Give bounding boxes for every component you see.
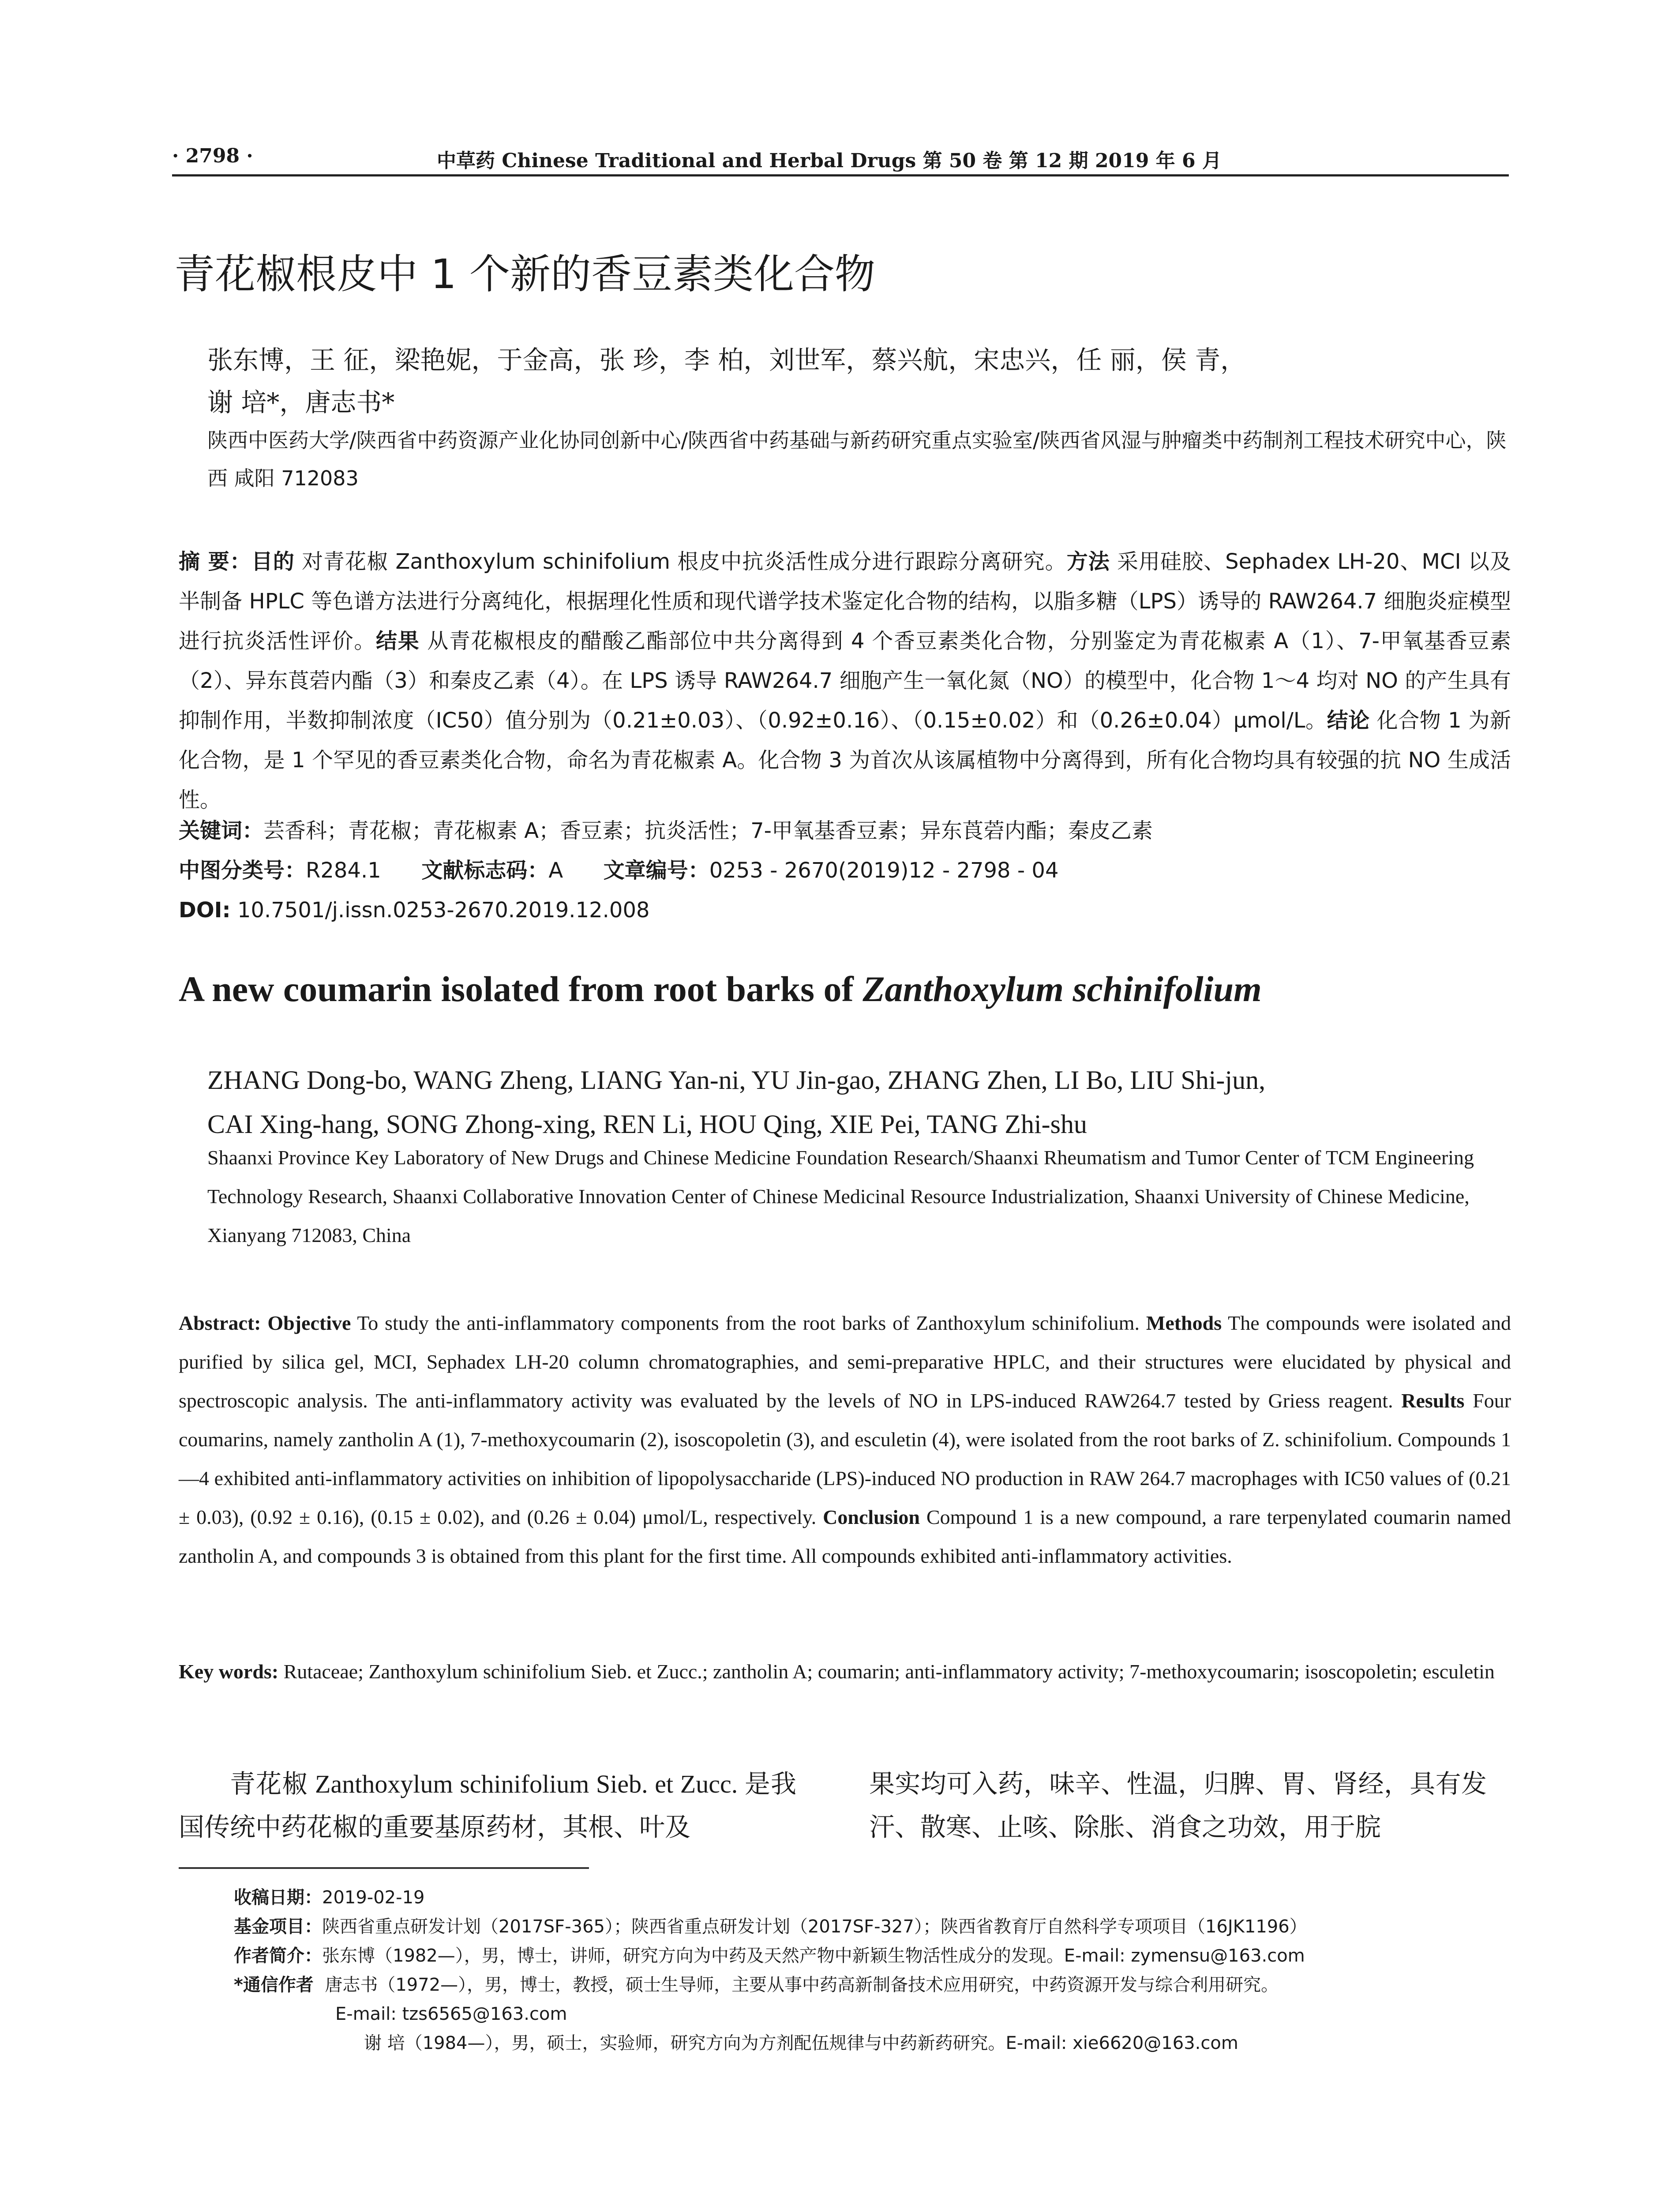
clc-label: 中图分类号： [179,858,306,883]
received-label: 收稿日期： [234,1887,322,1908]
article-no-label: 文章编号： [603,858,709,883]
en-title-species: Zanthoxylum schinifolium [862,969,1262,1009]
doi-line [179,890,1511,930]
footnote-fund [234,1912,1513,1941]
en-methods-label: Methods [1146,1312,1222,1334]
cn-keywords-text: 芸香科；青花椒；青花椒素 A；香豆素；抗炎活性；7-甲氧基香豆素；异东莨菪内酯；秦皮乙素 [263,818,1153,843]
cn-methods: 采用硅胶、Sephadex LH-20、MCI 以及半制备 HPLC 等色谱方法进行分离纯化，根据理化性质和现代谱学技术鉴定化合物的结构，以脂多糖（LPS）诱导的 RAW264.7 细胞炎症模型进行抗炎活性评价。 [179,549,1511,653]
author-label: 作者简介： [234,1946,322,1966]
cn-results: 从青花椒根皮的醋酸乙酯部位中共分离得到 4 个香豆素类化合物，分别鉴定为青花椒素 A（1）、7-甲氧基香豆素（2）、异东莨菪内酯（3）和秦皮乙素（4）。在 LPS 诱导 RAW264.7 细胞产生一氧化氮（NO）的模型中，化合物 1～4 均对 NO 的产生具有抑制作用，半数抑制浓度（IC50）值分别为（0.21±0.03）、（0.92±0.16）、（0.15±0.02）和（0.26±0.04）μmol/L。 [179,629,1511,733]
en-results-label: Results [1401,1389,1465,1412]
cn-methods-label: 方法 [1066,549,1110,574]
en-authors-line2: CAI Xing-hang, SONG Zhong-xing, REN Li, HOU Qing, XIE Pei, TANG Zhi-shu [207,1110,1087,1139]
en-affiliation: Shaanxi Province Key Laboratory of New Drugs and Chinese Medicine Foundation Research/Shaanxi Rheumatism and Tumor Center of TCM Engineering Technology Research, Shaanxi Collaborative Innovation Center of Chinese Medicinal Resource Industrialization, Shaanxi University of Chinese Medicine, Xianyang 712083, China [207,1146,1474,1246]
en-abstract-label: Abstract: [179,1312,261,1334]
cn-objective: 对青花椒 Zanthoxylum schinifolium 根皮中抗炎活性成分进行跟踪分离研究。 [302,549,1067,574]
cn-conclusion: 化合物 1 为新化合物，是 1 个罕见的香豆素类化合物，命名为青花椒素 A。化合物 3 为首次从该属植物中分离得到，所有化合物均具有较强的抗 NO 生成活性。 [179,708,1511,812]
corresp-label: *通信作者 [234,1975,314,1995]
en-title [179,968,1262,1010]
footnotes [234,1883,1513,2058]
cn-keywords-label: 关键词： [179,818,264,843]
cn-title: 青花椒根皮中 1 个新的香豆素类化合物 [174,251,876,298]
en-methods: The compounds were isolated and purified by silica gel, MCI, Sephadex LH-20 column chromatographies, and semi-preparative HPLC, and their structures were elucidated by physical and spectroscopic analysis. The anti-inflammatory activity was evaluated by the levels of NO in LPS-induced RAW264.7 tested by Griess reagent. [179,1312,1511,1412]
footnote-received [234,1883,1513,1912]
doi-label: DOI: [179,898,231,923]
cn-conclusion-label: 结论 [1327,708,1370,733]
en-objective: To study the anti-inflammatory components from the root barks of Zanthoxylum schinifolium. [357,1312,1140,1334]
header-rule [172,174,1509,176]
cn-keywords [179,811,1511,851]
footnote-author [234,1941,1513,1970]
cn-affiliation: 陕西中医药大学/陕西省中药资源产业化协同创新中心/陕西省中药基础与新药研究重点实验室/陕西省风湿与肿瘤类中药制剂工程技术研究中心，陕西 咸阳 712083 [207,428,1507,490]
en-authors [207,1058,1513,1146]
footnote-corresponding [234,1970,1513,2000]
en-keywords-label: Key words: [179,1660,279,1683]
en-conclusion-label: Conclusion [823,1506,920,1528]
author-text: 张东博（1982—），男，博士，讲师，研究方向为中药及天然产物中新颖生物活性成分的发现。E-mail: zymensu@163.com [322,1946,1305,1966]
doc-code-label: 文献标志码： [421,858,549,883]
en-objective-label: Objective [267,1312,351,1334]
footnote-rule [179,1867,589,1869]
clc-value: R284.1 [306,858,381,883]
en-abstract [179,1304,1511,1576]
corresp1-text: 唐志书（1972—），男，博士，教授，硕士生导师，主要从事中药高新制备技术应用研究，中药资源开发与综合利用研究。 [325,1975,1279,1995]
en-conclusion: Compound 1 is a new compound, a rare terpenylated coumarin named zantholin A, and compounds 3 is obtained from this plant for the first time. All compounds exhibited anti-inflammatory activities. [179,1506,1511,1567]
cn-results-label: 结果 [376,629,420,653]
running-header [172,140,1509,176]
cn-objective-label: 目的 [251,549,295,574]
cn-authors-line2: 谢 培*，唐志书* [207,387,395,417]
cn-authors-line1: 张东博，王 征，梁艳妮，于金高，张 珍，李 柏，刘世军，蔡兴航，宋忠兴，任 丽，侯 青， [207,345,1246,375]
cn-authors [207,339,1513,424]
en-results: Four coumarins, namely zantholin A (1), 7-methoxycoumarin (2), isoscopoletin (3), and esculetin (4), were isolated from the root barks of Z. schinifolium. Compounds 1—4 exhibited anti-inflammatory activities on inhibition of lipopolysaccharide (LPS)-induced NO production in RAW 264.7 macrophages with IC50 values of (0.21 ± 0.03), (0.92 ± 0.16), (0.15 ± 0.02), and (0.26 ± 0.04) μmol/L, respectively. [179,1389,1511,1528]
corresp1-email: E-mail: tzs6565@163.com [335,2004,567,2024]
cn-classification [179,851,1511,890]
en-keywords [179,1652,1511,1691]
en-keywords-text: Rutaceae; Zanthoxylum schinifolium Sieb. et Zucc.; zantholin A; coumarin; anti-inflammatory activity; 7-methoxycoumarin; isoscopoletin; esculetin [283,1660,1495,1683]
doc-code-value: A [548,858,563,883]
page-number: · 2798 · [172,145,253,167]
body-left-column: 青花椒 Zanthoxylum schinifolium Sieb. et Zucc. 是我国传统中药花椒的重要基原药材，其根、叶及 [179,1770,796,1842]
fund-text: 陕西省重点研发计划（2017SF-365）；陕西省重点研发计划（2017SF-327）；陕西省教育厅自然科学专项项目（16JK1196） [322,1917,1307,1937]
received-date: 2019-02-19 [322,1887,425,1908]
en-authors-line1: ZHANG Dong-bo, WANG Zheng, LIANG Yan-ni, YU Jin-gao, ZHANG Zhen, LI Bo, LIU Shi-jun, [207,1065,1266,1095]
cn-abstract [179,542,1511,820]
article-no-value: 0253 - 2670(2019)12 - 2798 - 04 [709,858,1059,883]
corresp2-text: 谢 培（1984—），男，硕士，实验师，研究方向为方剂配伍规律与中药新药研究。E-mail: xie6620@163.com [364,2033,1238,2053]
body-right-column: 果实均可入药，味辛、性温，归脾、胃、肾经，具有发汗、散寒、止咳、除胀、消食之功效，用于脘 [869,1770,1487,1842]
doi-value: 10.7501/j.issn.0253-2670.2019.12.008 [237,898,650,923]
fund-label: 基金项目： [234,1917,322,1937]
cn-abstract-label: 摘 要： [179,549,251,574]
en-title-prefix: A new coumarin isolated from root barks of [179,969,863,1009]
journal-info: 中草药 Chinese Traditional and Herbal Drugs 第 50 卷 第 12 期 2019 年 6 月 [437,150,1222,172]
